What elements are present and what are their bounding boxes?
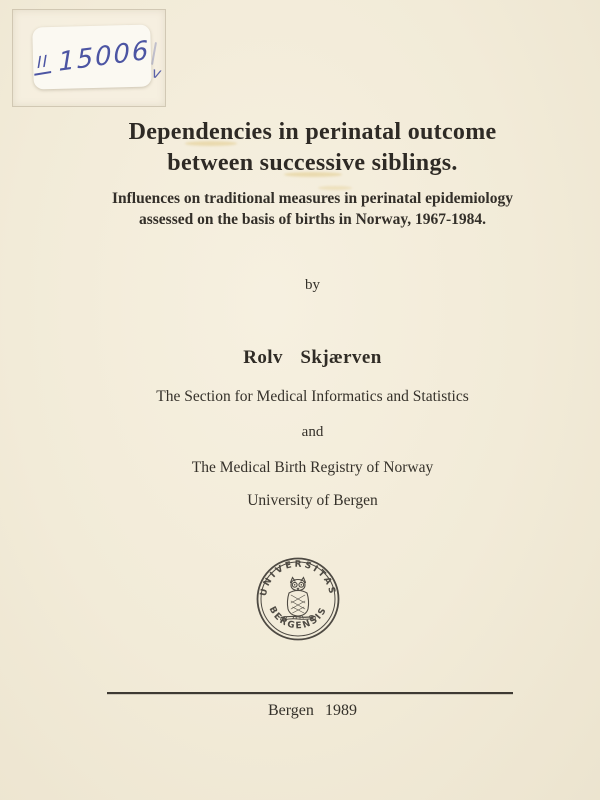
- affiliation-registry: The Medical Birth Registry of Norway: [191, 459, 434, 476]
- author-name: Rolv Skjærven: [243, 347, 382, 368]
- svg-text:BERGENSIS: [267, 605, 330, 631]
- seal-top-text: UNIVERSITAS: [258, 559, 337, 598]
- imprint-city-year: Bergen 1989: [267, 702, 358, 719]
- library-label: [32, 24, 152, 89]
- thesis-subtitle-line1: Influences on traditional measures in perinatal epidemiology: [111, 190, 513, 207]
- byline: by: [305, 277, 320, 293]
- imprint-rule: [107, 692, 513, 694]
- affiliation-conjunction: and: [301, 424, 324, 440]
- handwritten-prefix: II: [34, 53, 52, 76]
- owl-icon: [280, 578, 316, 622]
- thesis-title-line2: between successive siblings.: [167, 150, 458, 176]
- affiliation-university: University of Bergen: [247, 492, 378, 509]
- svg-text:UNIVERSITAS: [259, 560, 337, 598]
- thesis-subtitle: [25, 188, 600, 230]
- thesis-title-line1: Dependencies in perinatal outcome: [128, 119, 497, 145]
- seal-bottom-text: BERGENSIS: [266, 605, 330, 632]
- pen-checkmark: v: [150, 63, 163, 83]
- thesis-subtitle-line2: assessed on the basis of births in Norway, 1967-1984.: [138, 211, 487, 228]
- university-seal: [250, 551, 346, 647]
- handwritten-number: 15006: [57, 35, 151, 78]
- affiliation-section: The Section for Medical Informatics and Statistics: [156, 388, 469, 405]
- thesis-title: [25, 117, 600, 179]
